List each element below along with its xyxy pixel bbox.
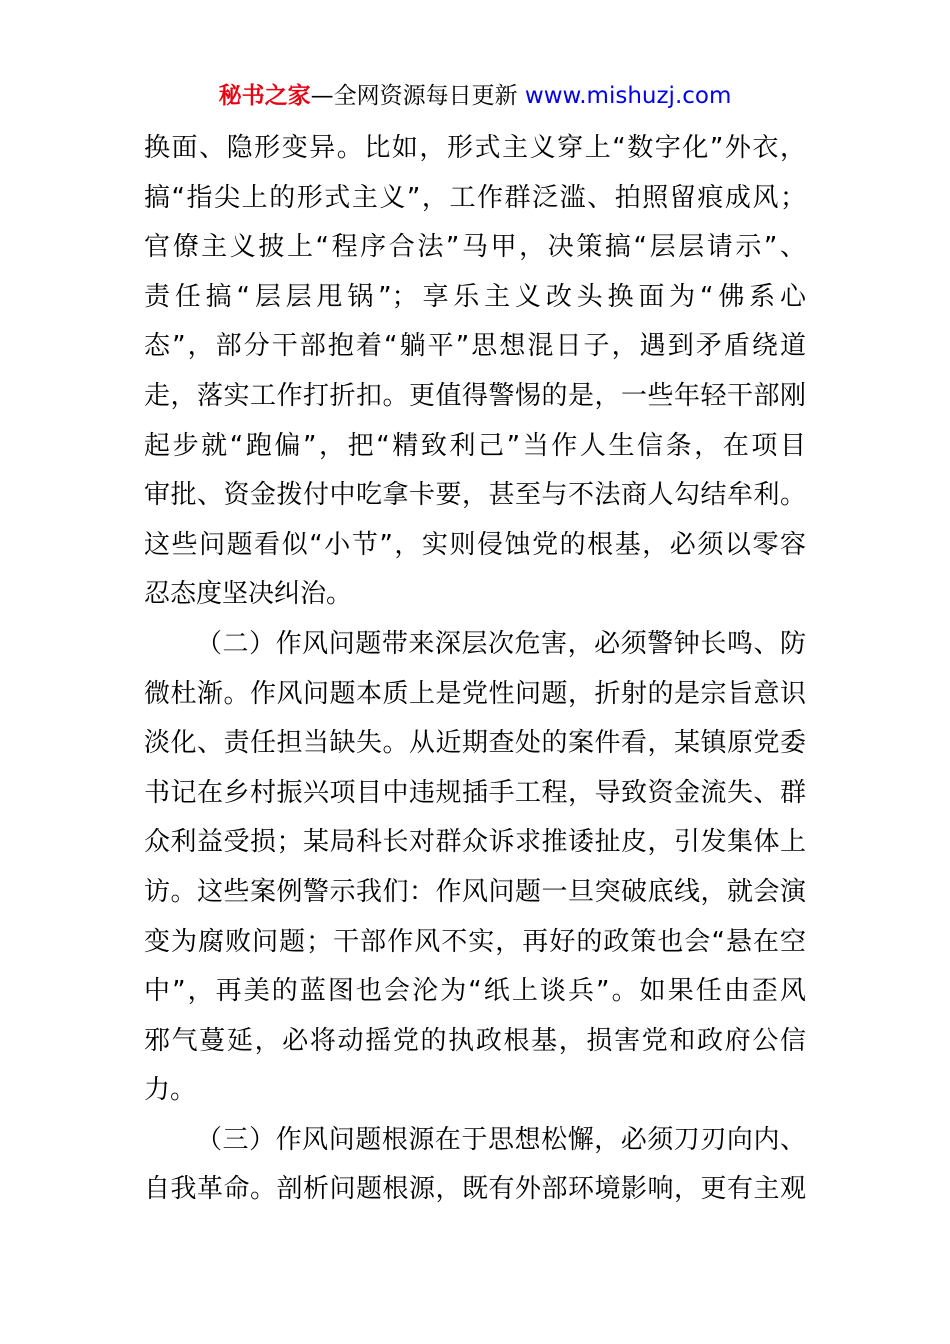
text-line: 变为腐败问题；干部作风不实，再好的政策也会“悬在空 (144, 926, 806, 957)
text-line: 换面、隐形变异。比如，形式主义穿上“数字化”外衣， (144, 133, 806, 163)
text-line: 力。 (144, 1075, 197, 1106)
site-header (0, 80, 950, 112)
text-line: 忍态度坚决纠治。 (144, 579, 353, 610)
text-line: 走，落实工作打折扣。更值得警惕的是，一些年轻干部刚 (144, 380, 806, 411)
text-line: 态”，部分干部抱着“躺平”思想混日子，遇到矛盾绕道 (144, 331, 806, 362)
text-line: 中”，再美的蓝图也会沦为“纸上谈兵”。如果任由歪风 (144, 976, 806, 1007)
text-line: 微杜渐。作风问题本质上是党性问题，折射的是宗旨意识 (144, 678, 806, 709)
text-line: 访。这些案例警示我们：作风问题一旦突破底线，就会演 (144, 876, 806, 907)
text-line: 众利益受损；某局科长对群众诉求推诿扯皮，引发集体上 (144, 827, 806, 858)
text-line: 审批、资金拨付中吃拿卡要，甚至与不法商人勾结牟利。 (144, 480, 806, 511)
site-brand: 秘书之家 (218, 83, 311, 109)
text-line: 官僚主义披上“程序合法”马甲，决策搞“层层请示”、 (144, 232, 806, 263)
text-line: 这些问题看似“小节”，实则侵蚀党的根基，必须以零容 (144, 529, 806, 560)
document-body (144, 124, 806, 1215)
site-tagline: —全网资源每日更新 (310, 83, 518, 109)
text-line: 自我革命。剖析问题根源，既有外部环境影响，更有主观 (144, 1174, 806, 1205)
text-line: 邪气蔓延，必将动摇党的执政根基，损害党和政府公信 (144, 1025, 806, 1056)
text-line: 责任搞“层层甩锅”；享乐主义改头换面为“佛系心 (144, 281, 806, 312)
site-url-link[interactable]: www.mishuzj.com (524, 83, 732, 109)
text-line: 书记在乡村振兴项目中违规插手工程，导致资金流失、群 (144, 777, 806, 808)
text-line: 淡化、责任担当缺失。从近期查处的案件看，某镇原党委 (144, 728, 806, 759)
text-line: （二）作风问题带来深层次危害，必须警钟长鸣、防 (196, 628, 806, 659)
text-line: （三）作风问题根源在于思想松懈，必须刀刃向内、 (196, 1124, 806, 1155)
text-line: 起步就“跑偏”，把“精致利己”当作人生信条，在项目 (144, 430, 806, 461)
text-line: 搞“指尖上的形式主义”，工作群泛滥、拍照留痕成风； (144, 182, 806, 213)
